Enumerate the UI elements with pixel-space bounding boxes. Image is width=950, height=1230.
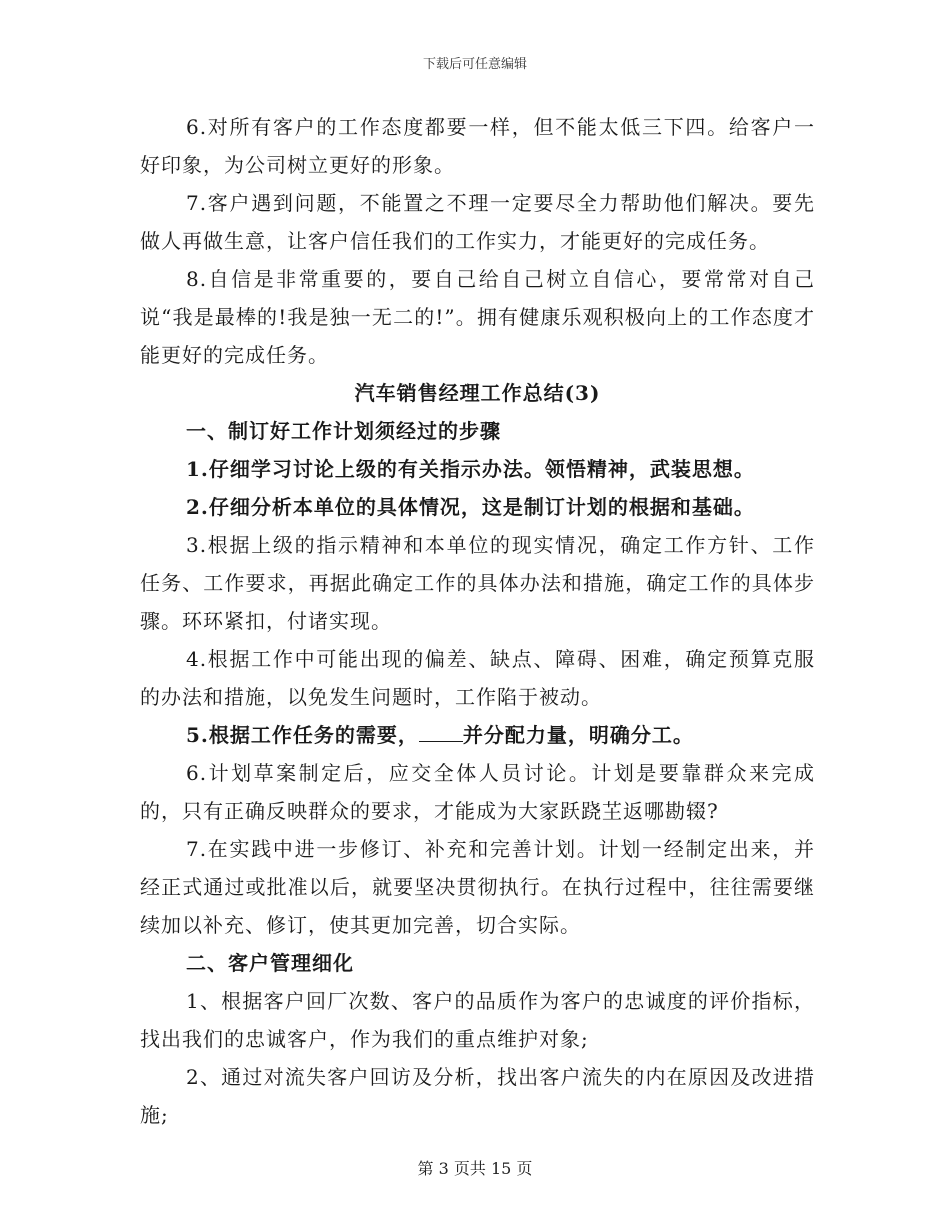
bold-item-with-blank <box>140 716 815 754</box>
paragraph: 2、通过对流失客户回访及分析，找出客户流失的内在原因及改进措施; <box>140 1065 815 1127</box>
bold-item: 1.仔细学习讨论上级的有关指示办法。领悟精神，武装思想。 <box>186 457 755 481</box>
paragraph: 7.在实践中进一步修订、补充和完善计划。计划一经制定出来，并经正式通过或批准以后，就要坚决贯彻执行。在执行过程中，往往需要继续加以补充、修订，使其更加完善，切合实际。 <box>140 837 815 937</box>
document-body <box>140 108 815 1134</box>
paragraph: 7.客户遇到问题，不能置之不理一定要尽全力帮助他们解决。要先做人再做生意，让客户信任我们的工作实力，才能更好的完成任务。 <box>140 191 815 253</box>
paragraph: 1、根据客户回厂次数、客户的品质作为客户的忠诚度的评价指标，找出我们的忠诚客户，作为我们的重点维护对象; <box>140 989 815 1051</box>
page-footer: 第 3 页共 15 页 <box>417 1159 533 1178</box>
section-title: 汽车销售经理工作总结(3) <box>354 381 601 405</box>
paragraph: 4.根据工作中可能出现的偏差、缺点、障碍、困难，确定预算克服的办法和措施，以免发生问题时，工作陷于被动。 <box>140 647 815 709</box>
paragraph: 8.自信是非常重要的，要自己给自己树立自信心，要常常对自己说“我是最棒的!我是独一无二的!”。拥有健康乐观积极向上的工作态度才能更好的完成任务。 <box>140 267 815 367</box>
paragraph: 3.根据上级的指示精神和本单位的现实情况，确定工作方针、工作任务、工作要求，再据此确定工作的具体办法和措施，确定工作的具体步骤。环环紧扣，付诸实现。 <box>140 533 815 633</box>
bold-item: 2.仔细分析本单位的具体情况，这是制订计划的根据和基础。 <box>186 495 755 519</box>
heading-steps: 一、制订好工作计划须经过的步骤 <box>186 419 501 443</box>
page-header: 下载后可任意编辑 <box>422 57 527 72</box>
fill-blank <box>419 723 463 742</box>
item5-before: 5.根据工作任务的需要， <box>186 723 419 747</box>
paragraph: 6.对所有客户的工作态度都要一样，但不能太低三下四。给客户一好印象，为公司树立更好的形象。 <box>140 115 815 177</box>
paragraph: 6.计划草案制定后，应交全体人员讨论。计划是要靠群众来完成的，只有正确反映群众的要求，才能成为大家跃跷芏返哪勘辍? <box>140 761 815 823</box>
item5-after: 并分配力量，明确分工。 <box>462 723 694 747</box>
heading-customer: 二、客户管理细化 <box>186 951 354 975</box>
